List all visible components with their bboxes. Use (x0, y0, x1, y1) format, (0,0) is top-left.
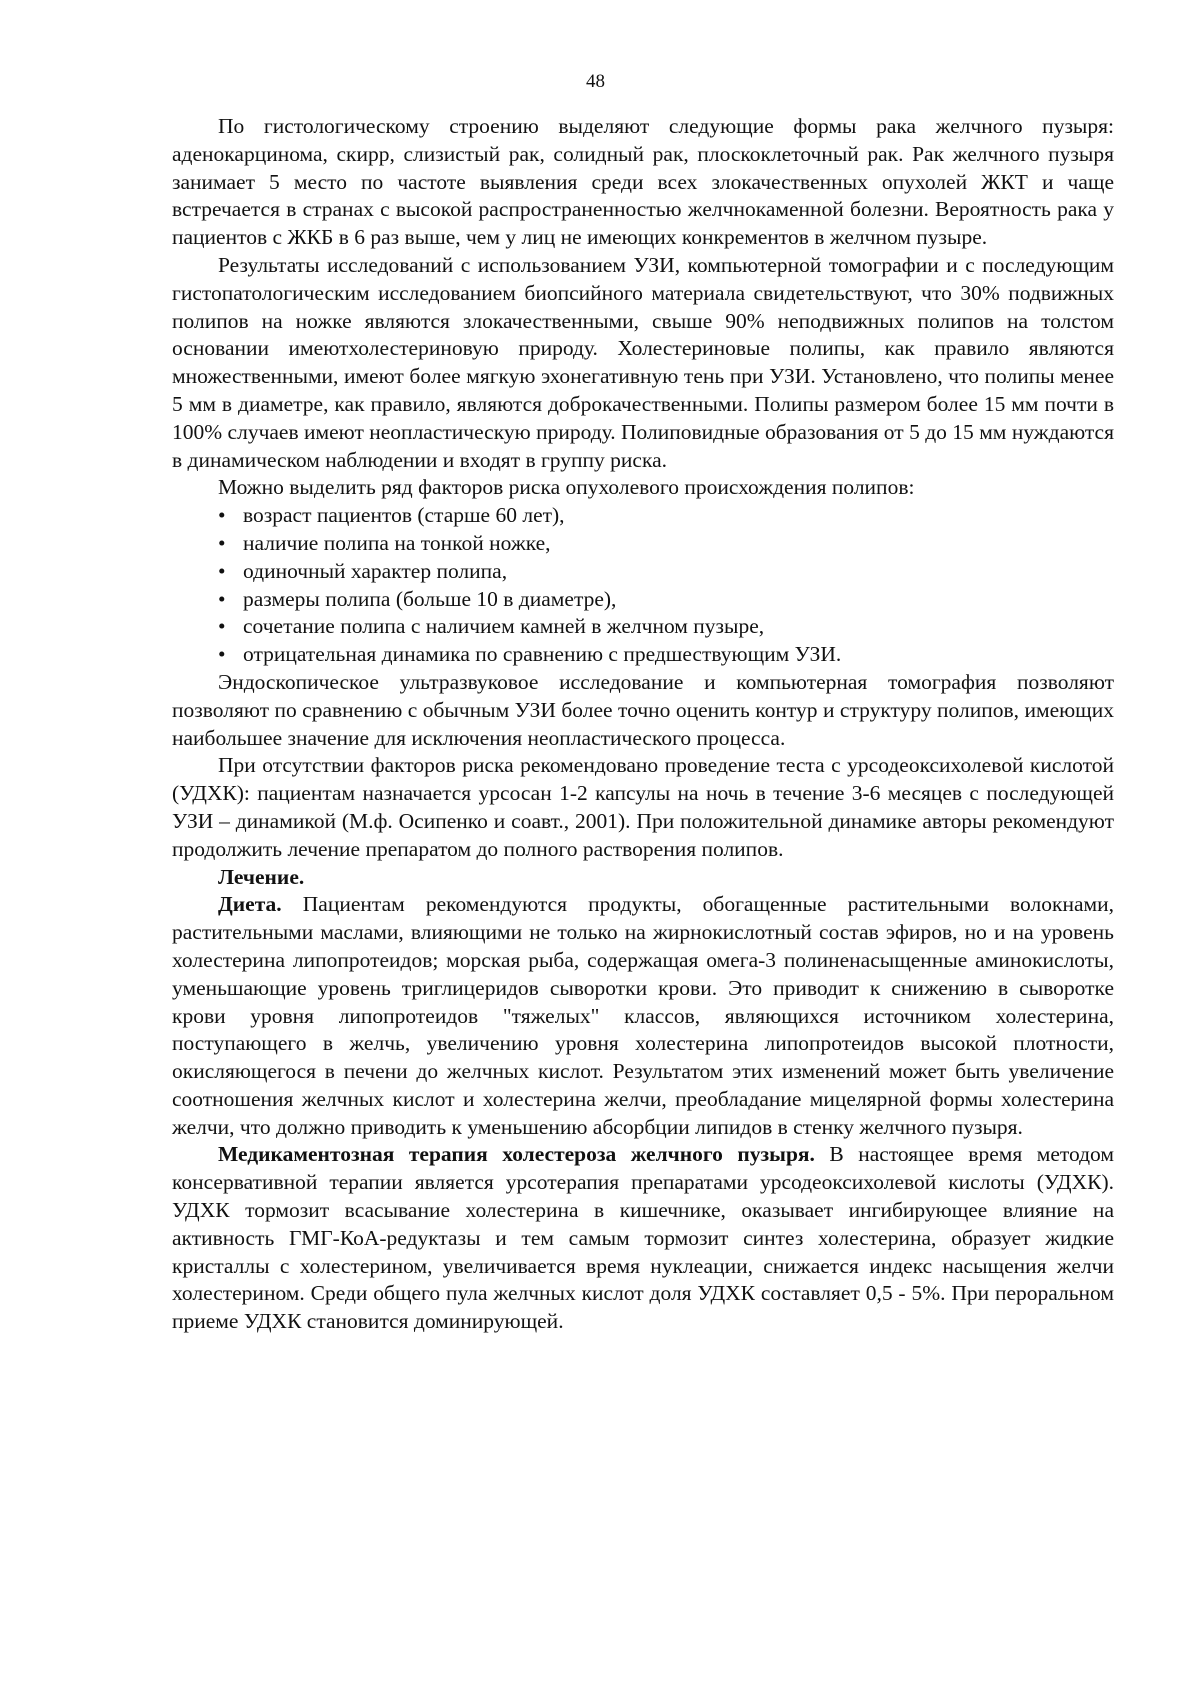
list-item-text: наличие полипа на тонкой ножке, (243, 530, 551, 555)
bullet-icon: • (218, 503, 226, 528)
list-item-text: одиночный характер полипа, (243, 558, 508, 583)
list-item (172, 530, 1114, 558)
risk-factors-list (172, 502, 1114, 669)
list-item (172, 502, 1114, 530)
list-item (172, 613, 1114, 641)
list-item-text: размеры полипа (больше 10 в диаметре), (243, 586, 617, 611)
list-item (172, 558, 1114, 586)
paragraph-risk-factors-intro: Можно выделить ряд факторов риска опухолевого происхождения полипов: (218, 475, 915, 500)
bullet-icon: • (218, 642, 226, 667)
list-item-text: возраст пациентов (старше 60 лет), (243, 503, 565, 528)
paragraph-endoscopic-ultrasound: Эндоскопическое ультразвуковое исследование и компьютерная томография позволяют позволяют по сравнению с обычным УЗИ более точно оценить контур и структуру полипов, имеющих наибольшее значение для исключения неопластического процесса. (172, 669, 1114, 750)
bullet-icon: • (218, 614, 226, 639)
list-item-text: отрицательная динамика по сравнению с предшествующим УЗИ. (243, 642, 842, 667)
page-number: 48 (586, 71, 605, 92)
drug-therapy-lead: Медикаментозная терапия холестероза желчного пузыря. (218, 1142, 815, 1167)
drug-therapy-text: В настоящее время методом консервативной терапии является урсотерапия препаратами урсодеоксихолевой кислоты (УДХК). УДХК тормозит всасывание холестерина в кишечнике, оказывает ингибирующее влияние на активность ГМГ-КоА-редуктазы и тем самым тормозит синтез холестерина, образует жидкие кристаллы с холестерином, увеличивается время нуклеации, снижается индекс насыщения желчи холестерином. Среди общего пула желчных кислот доля УДХК составляет 0,5 - 5%. При пероральном приеме УДХК становится доминирующей. (172, 1142, 1114, 1334)
list-item (172, 641, 1114, 669)
diet-text: Пациентам рекомендуются продукты, обогащенные растительными волокнами, растительными маслами, влияющими не только на жирнокислотный состав эфиров, но и на уровень холестерина липопротеидов; морская рыба, содержащая омега-3 полиненасыщенные аминокислоты, уменьшающие уровень триглицеридов сыворотки крови. Это приводит к снижению в сыворотке крови уровня липопротеидов "тяжелых" классов, являющихся источником холестерина, поступающего в желчь, увеличению уровня холестерина липопротеидов высокой плотности, окисляющегося в печени до желчных кислот. Результатом этих изменений может быть увеличение соотношения желчных кислот и холестерина желчи, преобладание мицелярной формы холестерина желчи, что должно приводить к уменьшению абсорбции липидов в стенку желчного пузыря. (172, 892, 1114, 1139)
list-item-text: сочетание полипа с наличием камней в желчном пузыре, (243, 614, 765, 639)
bullet-icon: • (218, 558, 226, 583)
page-body (172, 113, 1114, 1336)
paragraph-diet (172, 891, 1114, 1141)
bullet-icon: • (218, 530, 226, 555)
paragraph-drug-therapy (172, 1141, 1114, 1336)
bullet-icon: • (218, 586, 226, 611)
section-heading-treatment: Лечение. (218, 864, 305, 889)
paragraph-udca-test: При отсутствии факторов риска рекомендовано проведение теста с урсодеоксихолевой кислотой (УДХК): пациентам назначается урсосан 1-2 капсулы на ночь в течение 3-6 месяцев с последующей УЗИ – динамикой (М.ф. Осипенко и соавт., 2001). При положительной динамике авторы рекомендуют продолжить лечение препаратом до полного растворения полипов. (172, 753, 1114, 861)
paragraph-gallbladder-cancer-forms: По гистологическому строению выделяют следующие формы рака желчного пузыря: аденокарцинома, скирр, слизистый рак, солидный рак, плоскоклеточный рак. Рак желчного пузыря занимает 5 место по частоте выявления среди всех злокачественных опухолей ЖКТ и чаще встречается в странах с высокой распространенностью желчнокаменной болезни. Вероятность рака у пациентов с ЖКБ в 6 раз выше, чем у лиц не имеющих конкрементов в желчном пузыре. (172, 114, 1114, 250)
paragraph-polyp-research-results: Результаты исследований с использованием УЗИ, компьютерной томографии и с последующим гистопатологическим исследованием биопсийного материала свидетельствуют, что 30% подвижных полипов на ножке являются злокачественными, свыше 90% неподвижных полипов на толстом основании имеютхолестериновую природу. Холестериновые полипы, как правило являются множественными, имеют более мягкую эхонегативную тень при УЗИ. Установлено, что полипы менее 5 мм в диаметре, как правило, являются доброкачественными. Полипы размером более 15 мм почти в 100% случаев имеют неопластическую природу. Полиповидные образования от 5 до 15 мм нуждаются в динамическом наблюдении и входят в группу риска. (172, 252, 1114, 472)
diet-lead: Диета. (218, 892, 282, 917)
list-item (172, 586, 1114, 614)
